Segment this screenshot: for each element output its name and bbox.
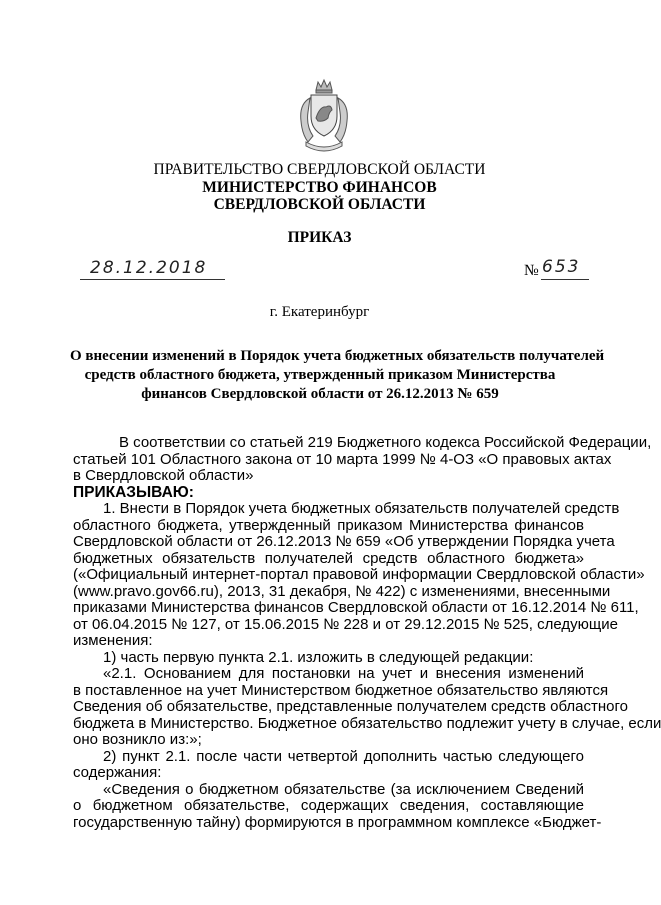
body-line: оно возникло из:»;	[73, 731, 202, 748]
body-line: 1) часть первую пункта 2.1. изложить в следующей редакции:	[103, 648, 534, 666]
body-line: содержания:	[73, 764, 162, 781]
order-title	[70, 347, 605, 404]
order-word: ПРИКАЗЫВАЮ:	[73, 483, 194, 501]
title-line: средств областного бюджета, утвержденный приказом Министерства	[84, 367, 556, 383]
body-line: изменения:	[73, 632, 153, 649]
body-line: 2) пункт 2.1. после части четвертой дополнить частью следующего	[103, 747, 584, 765]
body-line: Свердловской области от 26.12.2013 № 659 «Об утверждении Порядка учета	[73, 533, 615, 550]
body-line: государственную тайну) формируются в программном комплексе «Бюджет-	[73, 813, 602, 831]
body-line: 1. Внести в Порядок учета бюджетных обязательств получателей средств	[103, 500, 620, 517]
body-line: «2.1. Основанием для постановки на учет и внесения изменений	[103, 665, 584, 682]
body-line: В соответствии со статьей 219 Бюджетного кодекса Российской Федерации,	[119, 434, 652, 451]
body-line: (www.pravo.gov66.ru), 2013, 31 декабря, № 422) с изменениями, внесенными	[73, 582, 611, 600]
number-sign: №	[524, 262, 539, 279]
body-line: бюджета в Министерство. Бюджетное обязательство подлежит учету в случае, если	[73, 714, 661, 732]
body-line: от 06.04.2015 № 127, от 15.06.2015 № 228 и от 29.12.2015 № 525, следующие	[73, 615, 618, 633]
order-body	[73, 434, 661, 831]
body-line: статьей 101 Областного закона от 10 марта 1999 № 4-ОЗ «О правовых актах	[73, 450, 612, 468]
body-line: областного бюджета, утвержденный приказом Министерства финансов	[73, 516, 584, 534]
body-line: в поставленное на учет Министерством бюджетное обязательство являются	[73, 681, 609, 699]
title-line: финансов Свердловской области от 26.12.2013 № 659	[141, 386, 499, 402]
body-line: приказами Министерства финансов Свердловской области от 16.12.2014 № 611,	[73, 599, 639, 616]
government-name: ПРАВИТЕЛЬСТВО СВЕРДЛОВСКОЙ ОБЛАСТИ	[153, 161, 486, 178]
document-type: ПРИКАЗ	[287, 229, 352, 246]
number-underline	[541, 279, 589, 280]
body-line: бюджетных обязательств получателей средств областного бюджета»	[73, 549, 584, 567]
region-name: СВЕРДЛОВСКОЙ ОБЛАСТИ	[213, 196, 426, 213]
coat-of-arms-emblem	[294, 76, 354, 154]
title-line: О внесении изменений в Порядок учета бюджетных обязательств получателей	[70, 348, 605, 364]
city-name: г. Екатеринбург	[269, 304, 370, 320]
body-line: в Свердловской области»	[73, 467, 254, 484]
body-line: Сведения об обязательстве, представленные получателем средств областного	[73, 698, 629, 715]
body-line: («Официальный интернет-портал правовой информации Свердловской области»	[73, 566, 645, 583]
body-line: о бюджетном обязательстве, содержащих сведения, составляющие	[73, 797, 584, 814]
date-underline	[80, 279, 225, 280]
ministry-name: МИНИСТЕРСТВО ФИНАНСОВ	[202, 179, 437, 196]
handwritten-number: 653	[542, 257, 581, 277]
handwritten-date: 28.12.2018	[90, 258, 208, 278]
body-line: «Сведения о бюджетном обязательстве (за исключением Сведений	[103, 780, 584, 798]
